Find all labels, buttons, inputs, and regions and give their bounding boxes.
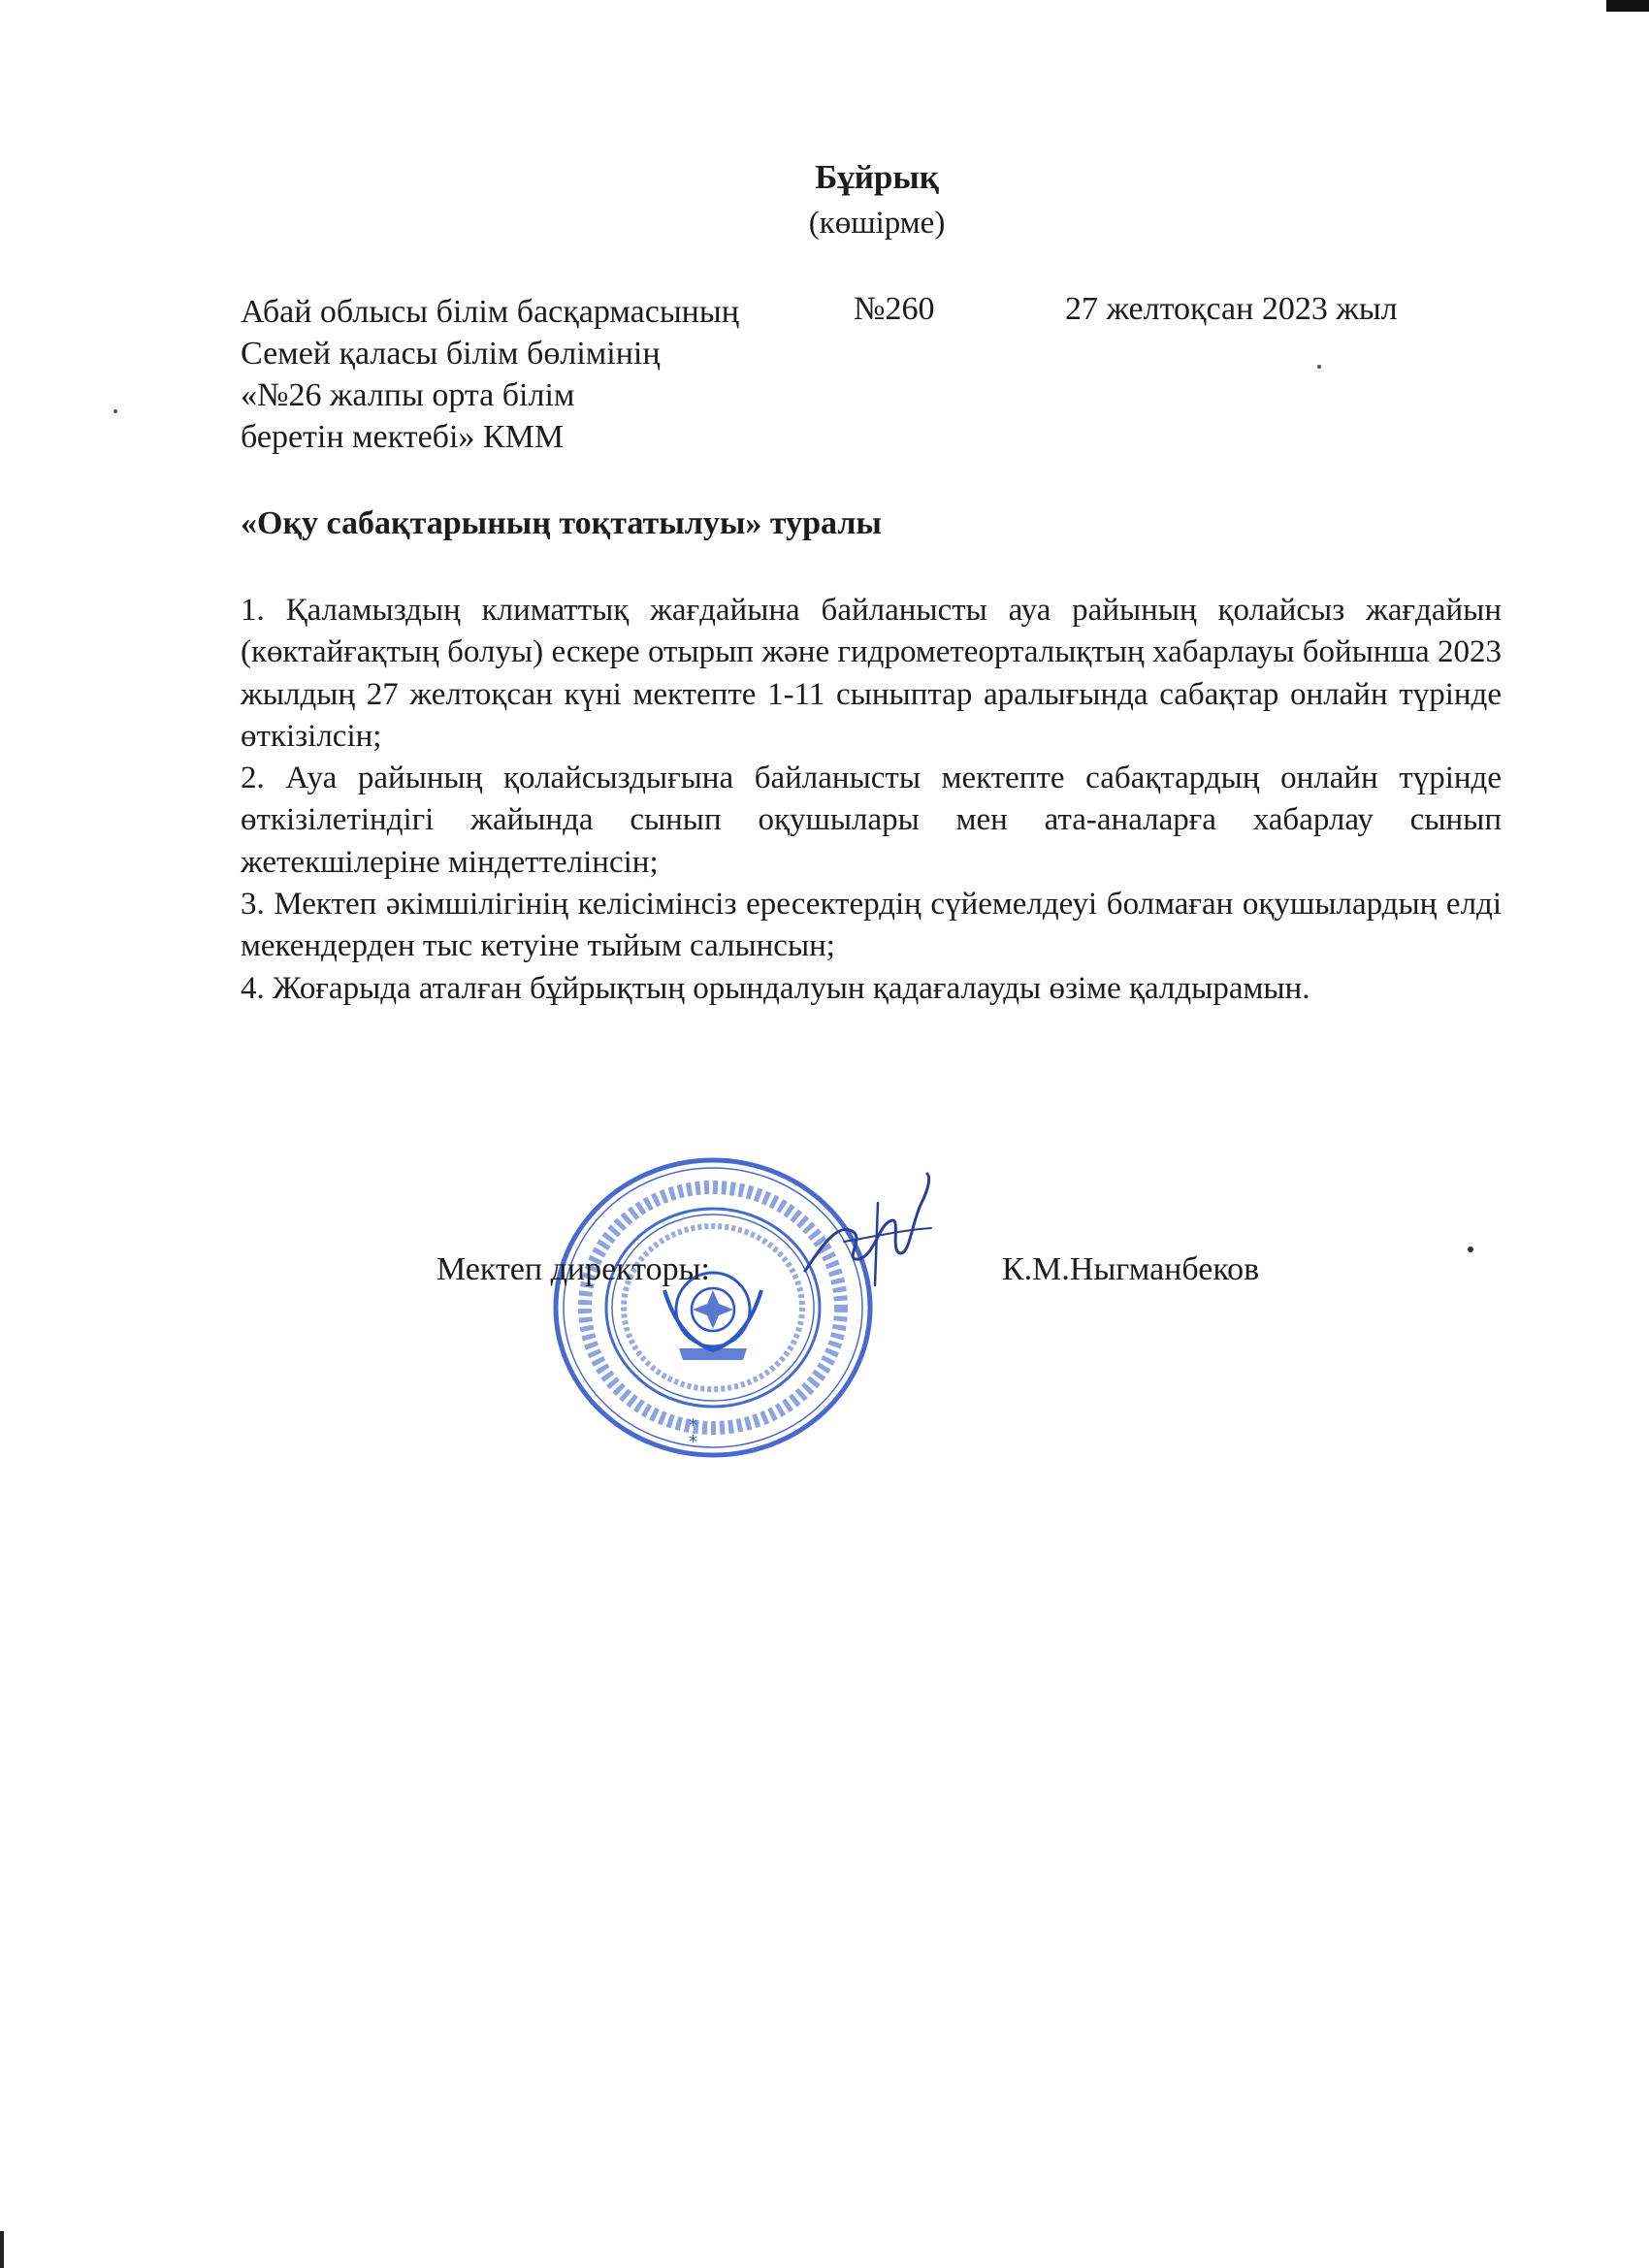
organization-line: Абай облысы білім басқармасының xyxy=(241,294,739,330)
order-body xyxy=(241,590,1502,1010)
order-paragraph: 3. Мектеп әкімшілігінің келісімінсіз ересектердің сүйемелдеуі болмаған оқушылардың елді мекендерден тыс кетуіне тыйым салынсын; xyxy=(241,887,1502,964)
scan-edge-mark xyxy=(0,2231,4,2268)
svg-text:*: * xyxy=(689,1432,697,1452)
document-title: Бұйрық xyxy=(815,158,939,196)
organization-line: беретін мектебі» КММ xyxy=(241,419,565,455)
signature-role: Мектеп директоры: xyxy=(436,1251,710,1287)
order-date: 27 желтоқсан 2023 жыл xyxy=(1065,291,1398,327)
order-paragraph: 2. Ауа райының қолайсыздығына байланысты мектепте сабақтардың онлайн түрінде өткізілетіндігі жайында сынып оқушылары мен ата-аналарға хабарлау сынып жетекшілеріне міндеттелінсін; xyxy=(241,761,1502,880)
order-subject: «Оқу сабақтарының тоқтатылуы» туралы xyxy=(241,505,882,541)
order-number: №260 xyxy=(854,291,935,327)
scan-speck xyxy=(1317,365,1321,369)
handwritten-signature xyxy=(786,1164,941,1300)
organization-line: Семей қаласы білім бөлімінің xyxy=(241,336,661,372)
document-subtitle: (көшірме) xyxy=(808,206,946,241)
order-paragraph: 1. Қаламыздың климаттық жағдайына байланысты ауа райының қолайсыз жағдайын (көктайғақтың болуы) ескере отырып және гидрометеорталықтың хабарлауы бойынша 2023 жылдың 27 желтоқсан күні мектепте 1-11 сыныптар аралығында сабақтар онлайн түрінде өткізілсін; xyxy=(241,593,1502,754)
scan-corner-mark xyxy=(1606,0,1649,12)
scan-speck xyxy=(113,409,117,413)
organization-block xyxy=(241,291,739,458)
signature-name: К.М.Ныгманбеков xyxy=(1002,1251,1260,1287)
organization-line: «№26 жалпы орта білім xyxy=(241,377,575,413)
scan-speck xyxy=(1468,1247,1473,1252)
order-paragraph: 4. Жоғарыда аталған бұйрықтың орындалуын қадағалауды өзіме қалдырамын. xyxy=(241,970,1310,1006)
svg-text:*: * xyxy=(689,1415,697,1436)
